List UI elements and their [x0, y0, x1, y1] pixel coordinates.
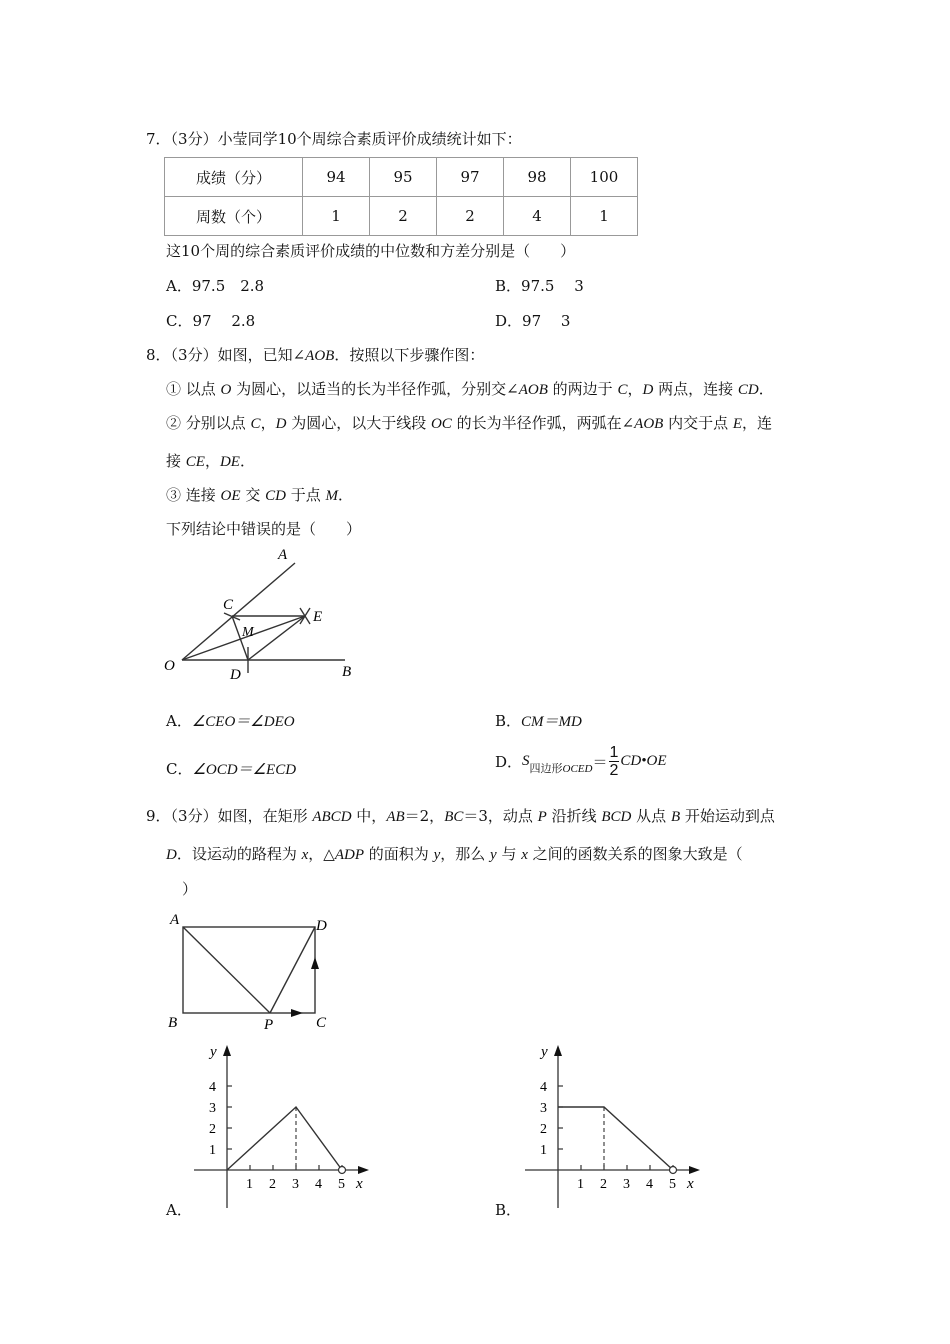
series-line	[227, 1107, 342, 1170]
q8-figure	[160, 543, 360, 683]
rectangle-abcd	[183, 927, 315, 1013]
x-tick-label: 2	[600, 1177, 607, 1192]
label-a: A	[170, 912, 180, 928]
graph-b	[521, 1040, 711, 1215]
x-tick-label: 4	[646, 1177, 653, 1192]
y-tick-label: 4	[540, 1080, 547, 1095]
q8-option-a[interactable]: A．∠CEO＝∠DEO	[166, 712, 295, 730]
table-cell: 97	[437, 158, 504, 197]
y-tick-label: 1	[209, 1143, 216, 1158]
q9-stem-line3: ）	[182, 880, 198, 898]
segment-ap	[183, 927, 270, 1013]
arrow-up-icon	[311, 957, 319, 969]
table-row	[165, 197, 638, 236]
table-cell: 2	[437, 197, 504, 236]
x-tick-label: 2	[269, 1177, 276, 1192]
table-cell: 94	[303, 158, 370, 197]
q9-stem-line2: D．设运动的路程为 x，△ADP 的面积为 y，那么 y 与 x 之间的函数关系的图象大致是（	[166, 845, 743, 863]
x-tick-label: 5	[669, 1177, 676, 1192]
series-line	[558, 1107, 673, 1170]
graph-a	[190, 1040, 380, 1215]
x-axis-label: x	[687, 1176, 694, 1192]
y-axis-arrow-icon	[223, 1045, 231, 1056]
x-axis-arrow-icon	[358, 1166, 369, 1174]
score-table	[164, 157, 638, 236]
y-tick-label: 3	[540, 1101, 547, 1116]
label-m: M	[242, 625, 254, 640]
label-b: B	[342, 664, 352, 680]
q7-question: 这10个周的综合素质评价成绩的中位数和方差分别是（ ）	[166, 242, 576, 260]
q8-option-d[interactable]: D．$S_{四边形OCED}=$ $\frac{1}{2}$ CD•OE	[495, 744, 667, 779]
x-axis-label: x	[356, 1176, 363, 1192]
y-tick-label: 1	[540, 1143, 547, 1158]
y-axis-arrow-icon	[554, 1045, 562, 1056]
q7-option-d[interactable]: D．97 3	[495, 312, 571, 330]
x-axis-arrow-icon	[689, 1166, 700, 1174]
q8-stem: 8．（3分）如图，已知∠AOB．按照以下步骤作图：	[146, 346, 485, 364]
x-tick-label: 4	[315, 1177, 322, 1192]
fraction-half: $\frac{1}{2}$	[609, 744, 619, 779]
y-tick-label: 4	[209, 1080, 216, 1095]
x-tick-label: 3	[623, 1177, 630, 1192]
q9-option-b[interactable]: B．	[495, 1201, 522, 1219]
table-row	[165, 158, 638, 197]
arrow-right-icon	[291, 1009, 303, 1017]
q8-option-b[interactable]: B．CM＝MD	[495, 712, 582, 730]
table-cell: 100	[571, 158, 638, 197]
table-cell: 2	[370, 197, 437, 236]
y-tick-label: 2	[540, 1122, 547, 1137]
table-header-cell: 成绩（分）	[165, 158, 303, 197]
segment-de	[248, 616, 305, 660]
q7-option-c[interactable]: C．97 2.8	[166, 312, 256, 330]
label-p: P	[264, 1017, 274, 1033]
x-tick-label: 1	[246, 1177, 253, 1192]
table-header-cell: 周数（个）	[165, 197, 303, 236]
label-c: C	[223, 597, 234, 613]
table-cell: 95	[370, 158, 437, 197]
x-tick-label: 5	[338, 1177, 345, 1192]
q8-step2-cont: 接 CE，DE．	[166, 452, 255, 470]
q9-option-a[interactable]: A．	[166, 1201, 192, 1219]
label-c: C	[316, 1015, 327, 1031]
table-cell: 1	[303, 197, 370, 236]
q7-option-a[interactable]: A．97.5 2.8	[166, 277, 265, 295]
q7-stem: 7．（3分）小莹同学10个周综合素质评价成绩统计如下：	[146, 130, 522, 148]
label-a: A	[278, 547, 288, 563]
q9-rectangle-figure	[160, 908, 340, 1033]
table-cell: 1	[571, 197, 638, 236]
table-cell: 4	[504, 197, 571, 236]
table-cell: 98	[504, 158, 571, 197]
q8-step3: ③ 连接 OE 交 CD 于点 M．	[166, 486, 353, 504]
q8-step1: ① 以点 O 为圆心，以适当的长为半径作弧，分别交∠AOB 的两边于 C，D 两点，连接 CD．	[166, 380, 774, 398]
y-axis-label: y	[541, 1044, 548, 1060]
open-endpoint	[670, 1167, 677, 1174]
y-tick-label: 3	[209, 1101, 216, 1116]
label-e: E	[313, 609, 323, 625]
label-b: B	[168, 1015, 178, 1031]
y-axis-label: y	[210, 1044, 217, 1060]
ray-oa	[182, 563, 295, 660]
q7-option-b[interactable]: B．97.5 3	[495, 277, 584, 295]
open-endpoint	[339, 1167, 346, 1174]
label-o: O	[164, 658, 175, 674]
label-d: D	[230, 667, 241, 683]
q8-step2: ② 分别以点 C，D 为圆心，以大于线段 OC 的长为半径作弧，两弧在∠AOB 内交于点 E，连	[166, 414, 773, 432]
q8-question: 下列结论中错误的是（ ）	[166, 520, 362, 538]
y-tick-label: 2	[209, 1122, 216, 1137]
label-d: D	[316, 918, 327, 934]
q8-option-c[interactable]: C．∠OCD＝∠ECD	[166, 760, 297, 778]
x-tick-label: 3	[292, 1177, 299, 1192]
segment-pd	[270, 927, 315, 1013]
x-tick-label: 1	[577, 1177, 584, 1192]
q9-stem-line1: 9．（3分）如图，在矩形 ABCD 中，AB＝2，BC＝3，动点 P 沿折线 BCD 从点 B 开始运动到点	[146, 807, 775, 825]
